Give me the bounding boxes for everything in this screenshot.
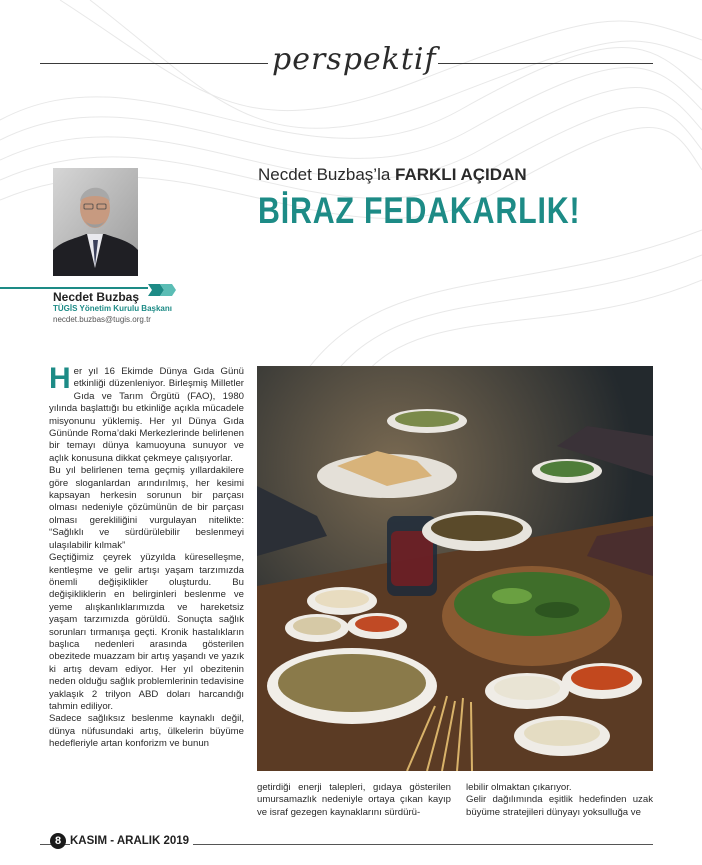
- author-email[interactable]: necdet.buzbas@tugis.org.tr: [53, 315, 151, 324]
- page-number: 8: [50, 833, 66, 849]
- drop-cap: H: [49, 362, 71, 395]
- issue-date: KASIM - ARALIK 2019: [70, 833, 193, 849]
- article-title: BİRAZ FEDAKARLIK!: [258, 190, 581, 231]
- kicker-prefix: Necdet Buzbaş’la: [258, 165, 396, 184]
- kicker-bold: FARKLI AÇIDAN: [395, 165, 527, 184]
- author-role: TÜGİS Yönetim Kurulu Başkanı: [53, 304, 172, 313]
- author-photo: [53, 168, 138, 276]
- paragraph-4: Sadece sağlıksız beslenme kaynaklı değil, dünya nüfusundaki artış, ülkelerin büyüme hedefleriyle artan konforizm ve bunun: [49, 713, 244, 750]
- food-buffet-photo: [257, 366, 653, 771]
- magazine-section-title: perspektif: [272, 42, 437, 77]
- header-rule-left: [40, 63, 268, 64]
- header-rule-right: [438, 63, 653, 64]
- article-kicker: [258, 165, 527, 185]
- article-body-left-column: [49, 362, 244, 751]
- author-divider: [0, 287, 148, 289]
- paragraph-1: [49, 362, 244, 465]
- paragraph-1-text: er yıl 16 Ekimde Dünya Gıda Günü etkinliği düzenleniyor. Birleşmiş Milletler Gıda ve Tarım Örgütü (FAO), 1980 yılında başlattığı bu etkinliğe açıkla mücadele misyonunu yüklemiş. Her yıl Dünya Gıda Gününde Roma’daki Merkezlerinde belirlenen bir temayı dünya kamuoyuna sunuyor ve açlık konusuna dikkat çekmeye çalışıyorlar.: [49, 366, 244, 464]
- article-body-middle-column: getirdiği enerji talepleri, gıdaya gösterilen umursamazlık nedeniyle ortaya çıkan kayıp ve israf gezegen kaynaklarını sürdürü-: [257, 782, 451, 818]
- author-name: Necdet Buzbaş: [53, 290, 140, 304]
- article-body-right-column: [466, 782, 653, 819]
- paragraph-end: lebilir olmaktan çıkarıyor.: [466, 782, 572, 793]
- author-block: [53, 290, 172, 325]
- paragraph-2: Bu yıl belirlenen tema geçmiş yıllardakilere göre sloganlardan arındırılmış, her kesimi kapsayan herkesin sorunun bir parçası olması nedeniyle çözümünün de bir parçası olması gerekliliğini vurgulayan nitelikte: “Sağlıklı ve sürdürülebilir beslenmeyi ulaşılabilir kılmak”: [49, 465, 244, 551]
- paragraph-3: Geçtiğimiz çeyrek yüzyılda küreselleşme, kentleşme ve gelir artışı yaşam tarzımızda önemli değişiklikler oluşturdu. Bu değişikliklerin en belirginleri beslenme ve yeme alışkanlıklarımızda ve hareketsiz yaşam tarzımızda görüldü. Sonuçta sağlık sorunları tırmanışa geçti. Kronik hastalıkların başlıca nedenleri arasında gösterilen obezitede muazzam bir artış yaşandı ve yazık ki artış devam ediyor. Her yıl obezitenin neden olduğu sağlık problemlerinin tedavisine yaklaşık 2 trilyon ABD doları harcandığı tahmin ediliyor.: [49, 552, 244, 712]
- paragraph-5: Gelir dağılımında eşitlik hedefinden uzak büyüme stratejileri dünyayı yoksulluğa ve: [466, 794, 653, 818]
